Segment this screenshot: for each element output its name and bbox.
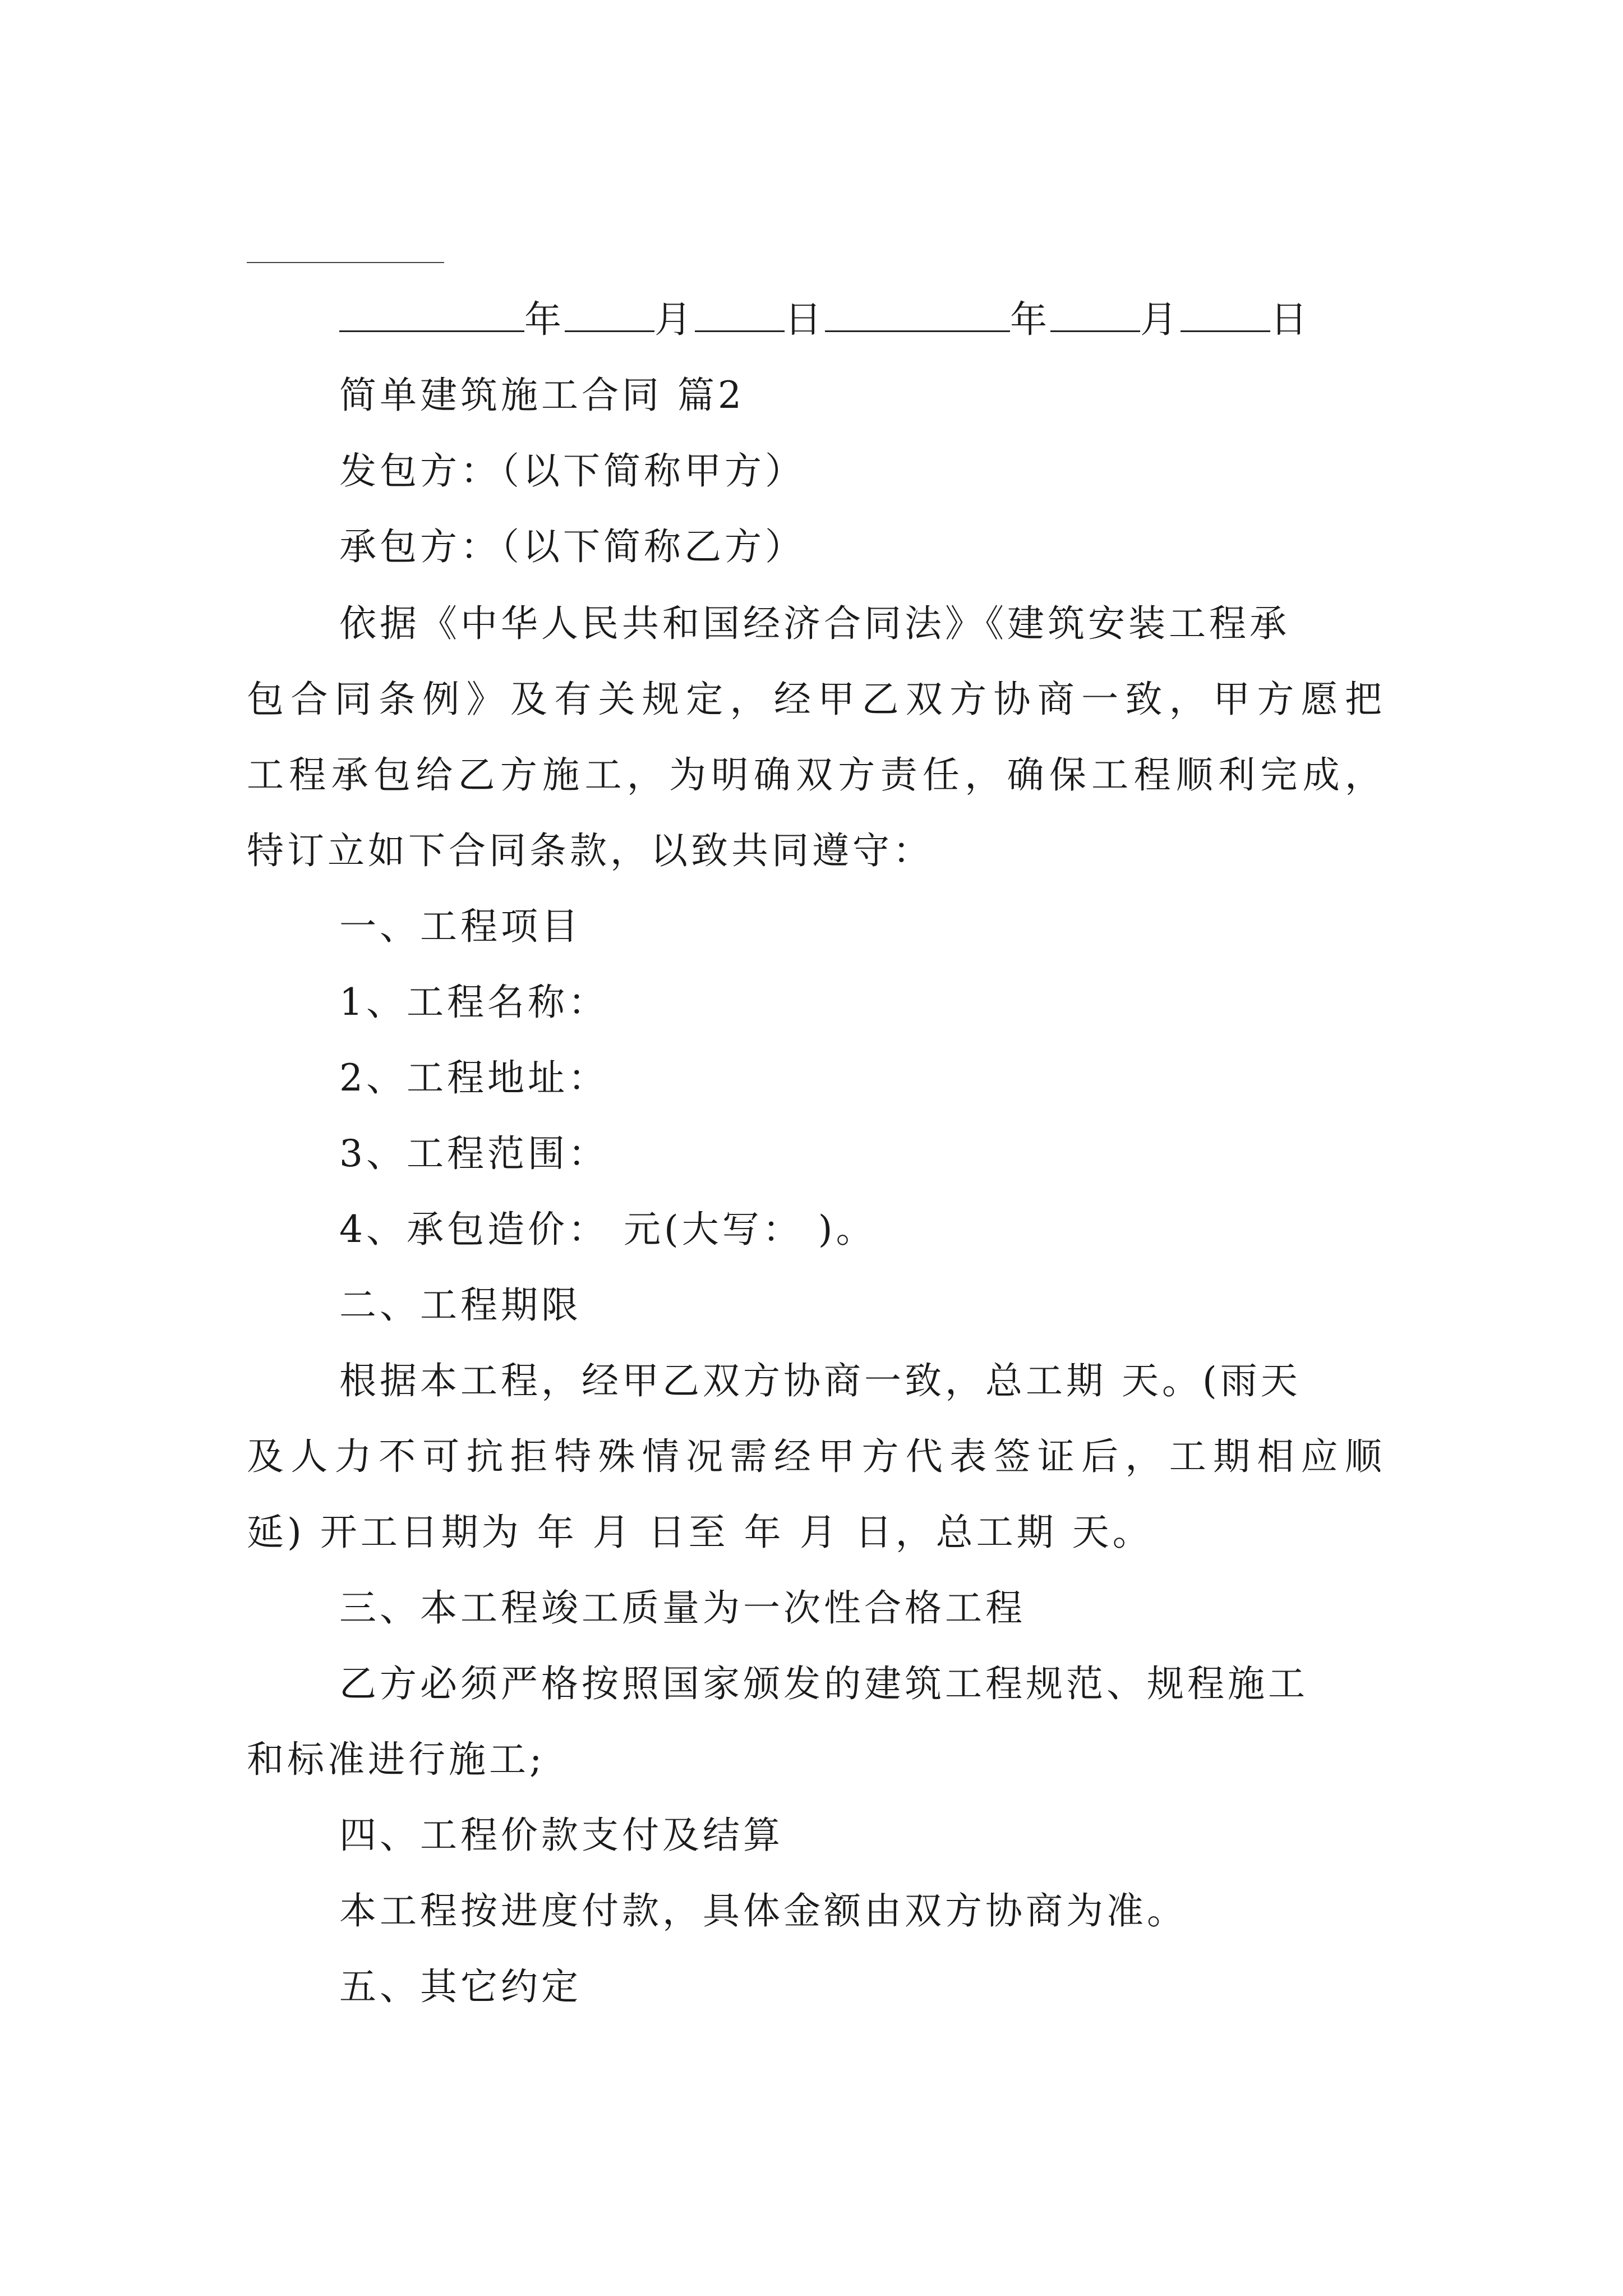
section-heading: 五、其它约定 <box>339 1965 582 2008</box>
paragraph-line: 本工程按进度付款，具体金额由双方协商为准。 <box>339 1889 1187 1932</box>
contractor-line: 承包方：（以下简称乙方） <box>339 525 805 568</box>
blank-field <box>1050 299 1140 332</box>
blank-field <box>339 299 524 332</box>
intro-text: 特订立如下合同条款，以致共同遵守： <box>247 829 933 872</box>
paragraph-line: 乙方必须严格按照国家颁发的建筑工程规范、规程施工 <box>339 1662 1308 1705</box>
intro-text: 工程承包给乙方施工，为明确双方责任，确保工程顺利完成， <box>247 753 1385 797</box>
intro-line <box>247 677 1385 722</box>
paragraph-line <box>339 1359 1301 1404</box>
paragraph-line: 和标准进行施工; <box>247 1738 546 1781</box>
paragraph-text: 及人力不可抗拒特殊情况需经甲方代表签证后，工期相应顺 <box>247 1435 1385 1478</box>
blank-field <box>1181 299 1270 332</box>
list-item: 3、工程范围： <box>339 1132 608 1175</box>
date-month-label: 月 <box>654 298 695 341</box>
paragraph-text: 根据本工程，经甲乙双方协商一致，总工期 天。(雨天 <box>339 1359 1301 1402</box>
paragraph-line <box>247 1434 1385 1479</box>
list-item: 2、工程地址： <box>339 1056 608 1099</box>
paragraph-line: 延) 开工日期为 年 月 日至 年 月 日，总工期 天。 <box>247 1511 1153 1554</box>
date-year-label: 年 <box>524 298 565 341</box>
date-day-label: 日 <box>1270 298 1311 341</box>
signature-rule <box>247 262 444 263</box>
section-heading: 二、工程期限 <box>339 1283 582 1327</box>
intro-line <box>247 829 933 873</box>
signature-date-line <box>339 297 1311 342</box>
date-month-label: 月 <box>1140 298 1181 341</box>
blank-field <box>695 299 785 332</box>
section-heading: 三、本工程竣工质量为一次性合格工程 <box>339 1586 1026 1630</box>
list-item: 4、承包造价： 元(大写： )。 <box>339 1208 877 1251</box>
section-heading: 一、工程项目 <box>339 905 582 948</box>
document-title: 简单建筑施工合同 篇2 <box>339 374 745 417</box>
intro-line <box>339 601 1290 646</box>
date-year-label: 年 <box>1010 298 1050 341</box>
intro-text: 包合同条例》及有关规定，经甲乙双方协商一致，甲方愿把 <box>247 678 1385 721</box>
blank-field <box>825 299 1010 332</box>
date-day-label: 日 <box>785 298 825 341</box>
intro-line <box>247 753 1385 798</box>
blank-field <box>565 299 654 332</box>
list-item: 1、工程名称： <box>339 981 608 1024</box>
section-heading: 四、工程价款支付及结算 <box>339 1814 783 1857</box>
intro-text: 依据《中华人民共和国经济合同法》《建筑安装工程承 <box>339 602 1290 645</box>
employer-line: 发包方：（以下简称甲方） <box>339 449 805 493</box>
